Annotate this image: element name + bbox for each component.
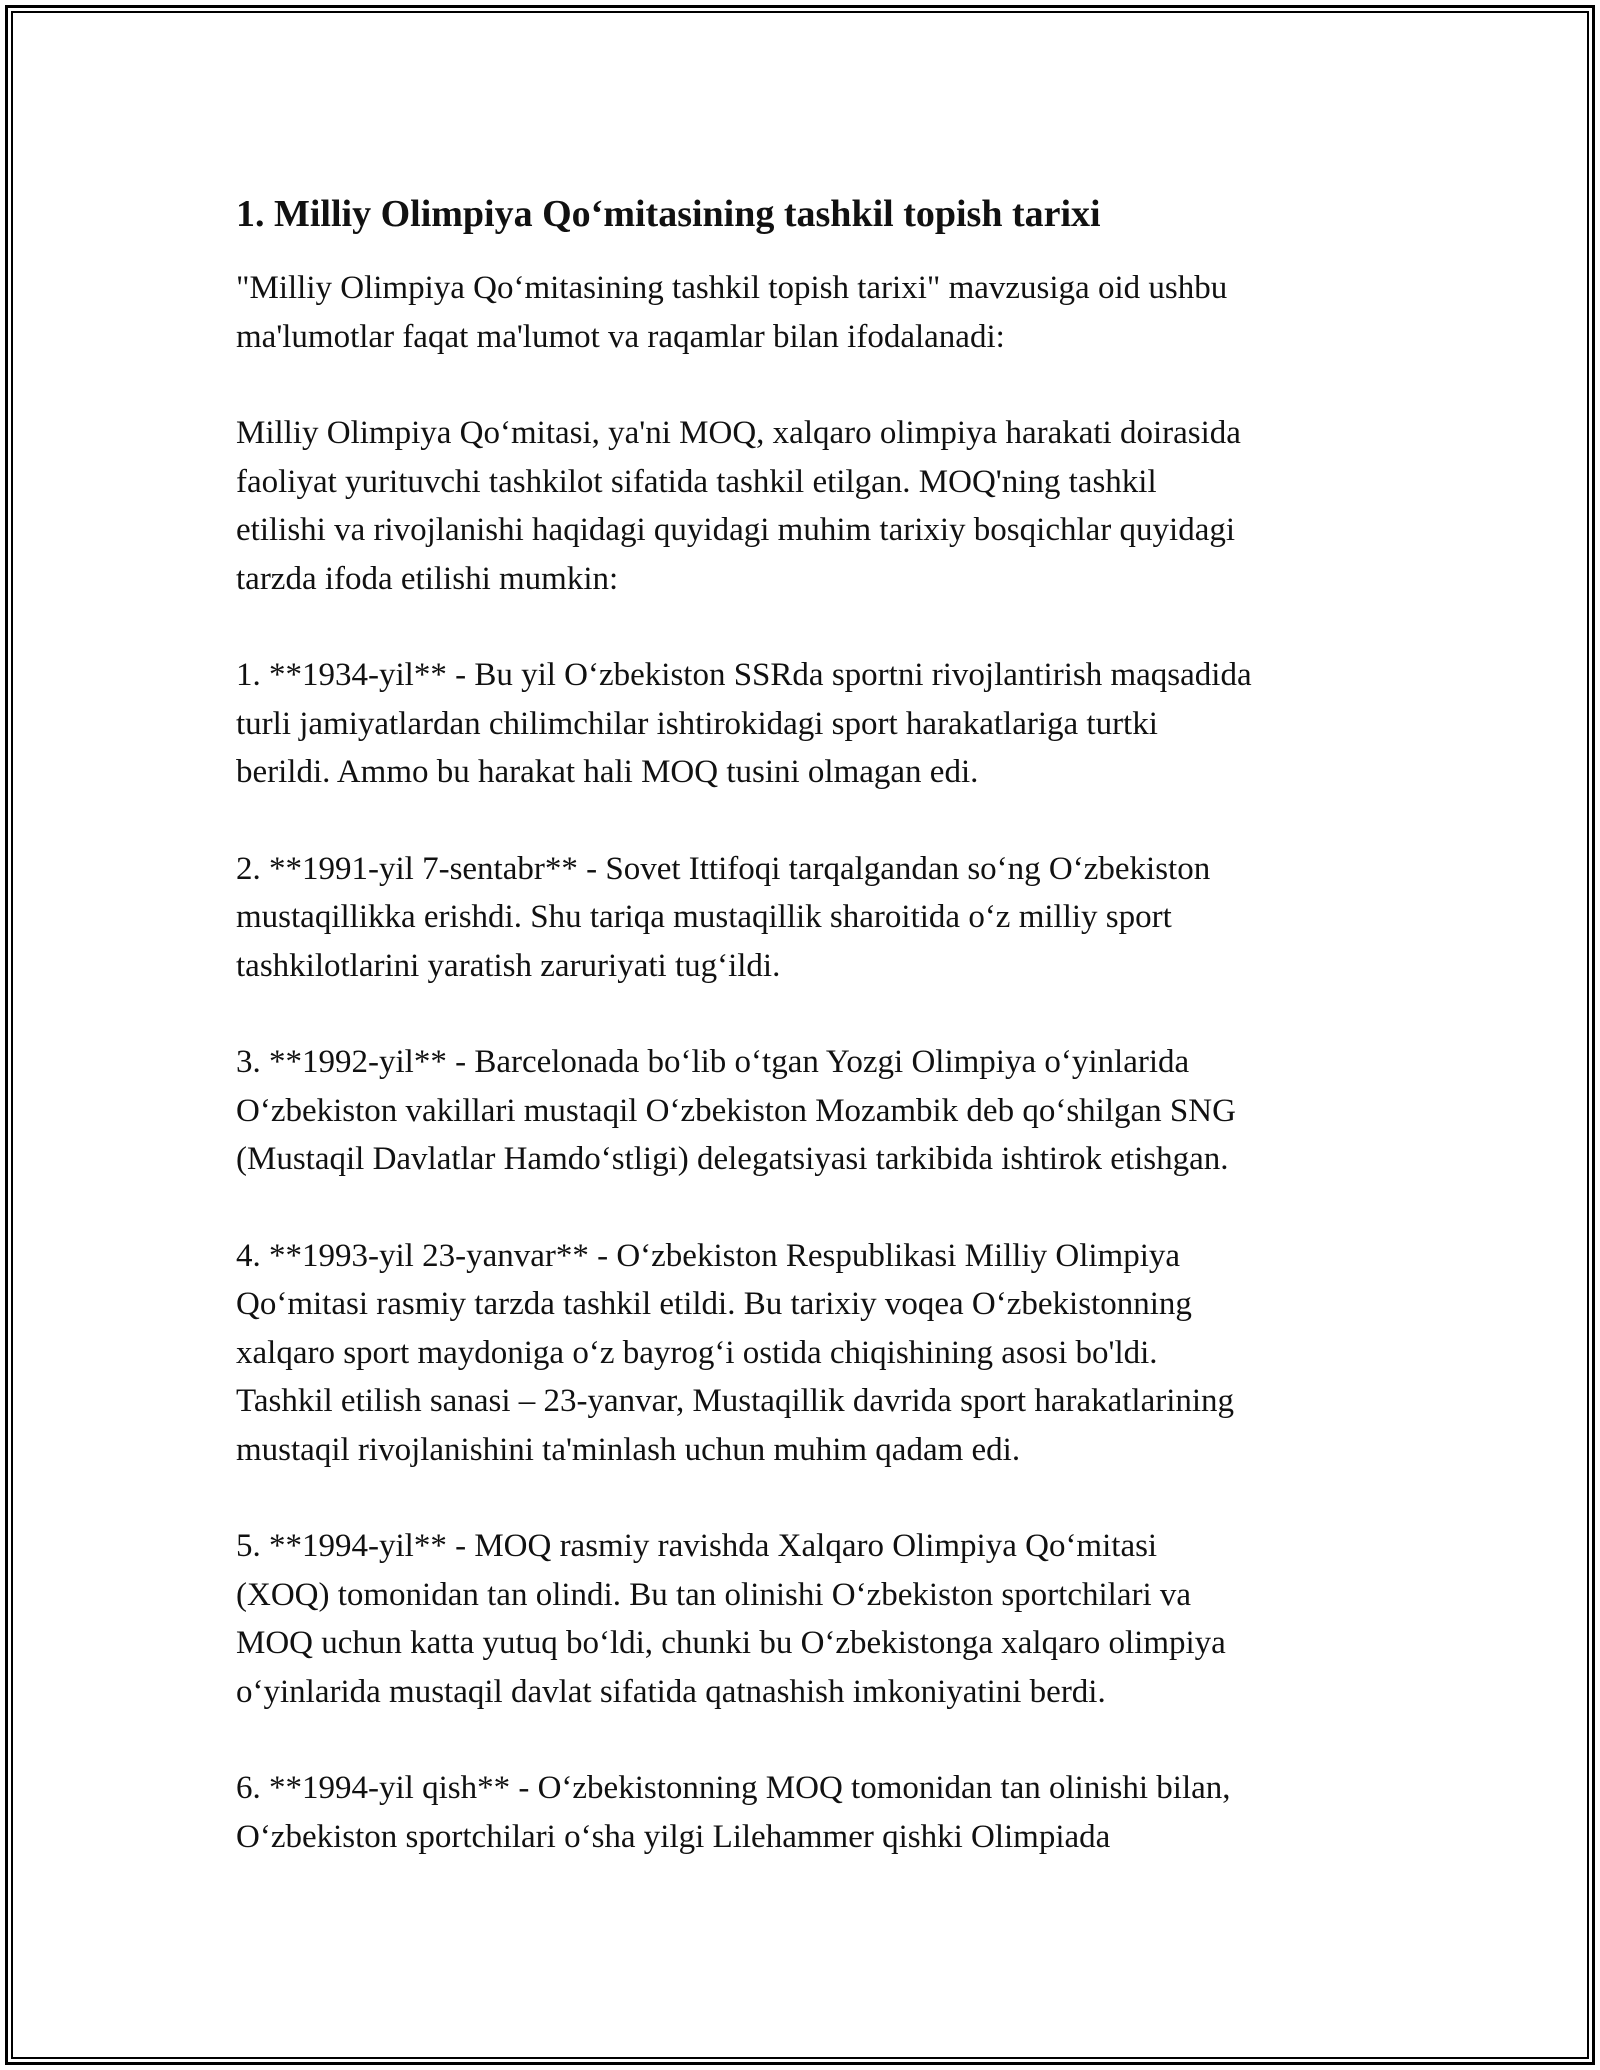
- paragraph-line: mustaqil rivojlanishini ta'minlash uchun muhim qadam edi.: [236, 1431, 1021, 1468]
- list-item-1934: [236, 651, 1386, 797]
- paragraph-line: turli jamiyatlardan chilimchilar ishtirokidagi sport harakatlariga turtki: [236, 705, 1158, 742]
- overview-paragraph: [236, 409, 1386, 603]
- paragraph-line: MOQ uchun katta yutuq bo‘ldi, chunki bu O‘zbekistonga xalqaro olimpiya: [236, 1625, 1226, 1661]
- paragraph-line: "Milliy Olimpiya Qo‘mitasining tashkil topish tarixi" mavzusiga oid ushbu: [236, 270, 1228, 306]
- paragraph-line: xalqaro sport maydoniga o‘z bayrog‘i ostida chiqishining asosi bo'ldi.: [236, 1334, 1158, 1371]
- document-body: [236, 186, 1386, 1909]
- list-item-1992: [236, 1038, 1386, 1184]
- paragraph-line: ma'lumotlar faqat ma'lumot va raqamlar bilan ifodalanadi:: [236, 318, 1005, 355]
- paragraph-line: tashkilotlarini yaratish zaruriyati tug‘ildi.: [236, 947, 781, 984]
- paragraph-line: berildi. Ammo bu harakat hali MOQ tusini olmagan edi.: [236, 754, 979, 790]
- paragraph-line: 3. **1992-yil** - Barcelonada bo‘lib o‘tgan Yozgi Olimpiya o‘yinlarida: [236, 1044, 1190, 1080]
- list-item-1993: [236, 1232, 1386, 1475]
- paragraph-line: mustaqillikka erishdi. Shu tariqa mustaqillik sharoitida o‘z milliy sport: [236, 899, 1172, 935]
- paragraph-line: 6. **1994-yil qish** - O‘zbekistonning MOQ tomonidan tan olinishi bilan,: [236, 1770, 1231, 1806]
- paragraph-line: O‘zbekiston vakillari mustaqil O‘zbekiston Mozambik deb qo‘shilgan SNG: [236, 1092, 1236, 1129]
- list-item-1991: [236, 845, 1386, 991]
- paragraph-line: o‘yinlarida mustaqil davlat sifatida qatnashish imkoniyatini berdi.: [236, 1673, 1106, 1710]
- paragraph-line: (Mustaqil Davlatlar Hamdo‘stligi) delegatsiyasi tarkibida ishtirok etishgan.: [236, 1141, 1229, 1177]
- paragraph-line: 4. **1993-yil 23-yanvar** - O‘zbekiston Respublikasi Milliy Olimpiya: [236, 1237, 1181, 1274]
- list-item-1994-winter: [236, 1764, 1386, 1861]
- paragraph-line: faoliyat yurituvchi tashkilot sifatida tashkil etilgan. MOQ'ning tashkil: [236, 463, 1157, 500]
- paragraph-line: Qo‘mitasi rasmiy tarzda tashkil etildi. Bu tarixiy voqea O‘zbekistonning: [236, 1286, 1192, 1322]
- paragraph-line: O‘zbekiston sportchilari o‘sha yilgi Lilehammer qishki Olimpiada: [236, 1818, 1111, 1855]
- paragraph-line: (XOQ) tomonidan tan olindi. Bu tan olinishi O‘zbekiston sportchilari va: [236, 1576, 1192, 1613]
- intro-paragraph: [236, 264, 1386, 361]
- list-item-1994: [236, 1522, 1386, 1716]
- document-title: 1. Milliy Olimpiya Qo‘mitasining tashkil topish tarixi: [236, 193, 1101, 235]
- paragraph-line: Tashkil etilish sanasi – 23-yanvar, Mustaqillik davrida sport harakatlarining: [236, 1383, 1235, 1419]
- paragraph-line: 2. **1991-yil 7-sentabr** - Sovet Ittifoqi tarqalgandan so‘ng O‘zbekiston: [236, 850, 1211, 887]
- paragraph-line: 5. **1994-yil** - MOQ rasmiy ravishda Xalqaro Olimpiya Qo‘mitasi: [236, 1528, 1158, 1564]
- paragraph-line: 1. **1934-yil** - Bu yil O‘zbekiston SSRda sportni rivojlantirish maqsadida: [236, 657, 1252, 693]
- paragraph-line: etilishi va rivojlanishi haqidagi quyidagi muhim tarixiy bosqichlar quyidagi: [236, 512, 1236, 548]
- paragraph-line: Milliy Olimpiya Qo‘mitasi, ya'ni MOQ, xalqaro olimpiya harakati doirasida: [236, 415, 1241, 451]
- paragraph-line: tarzda ifoda etilishi mumkin:: [236, 560, 619, 597]
